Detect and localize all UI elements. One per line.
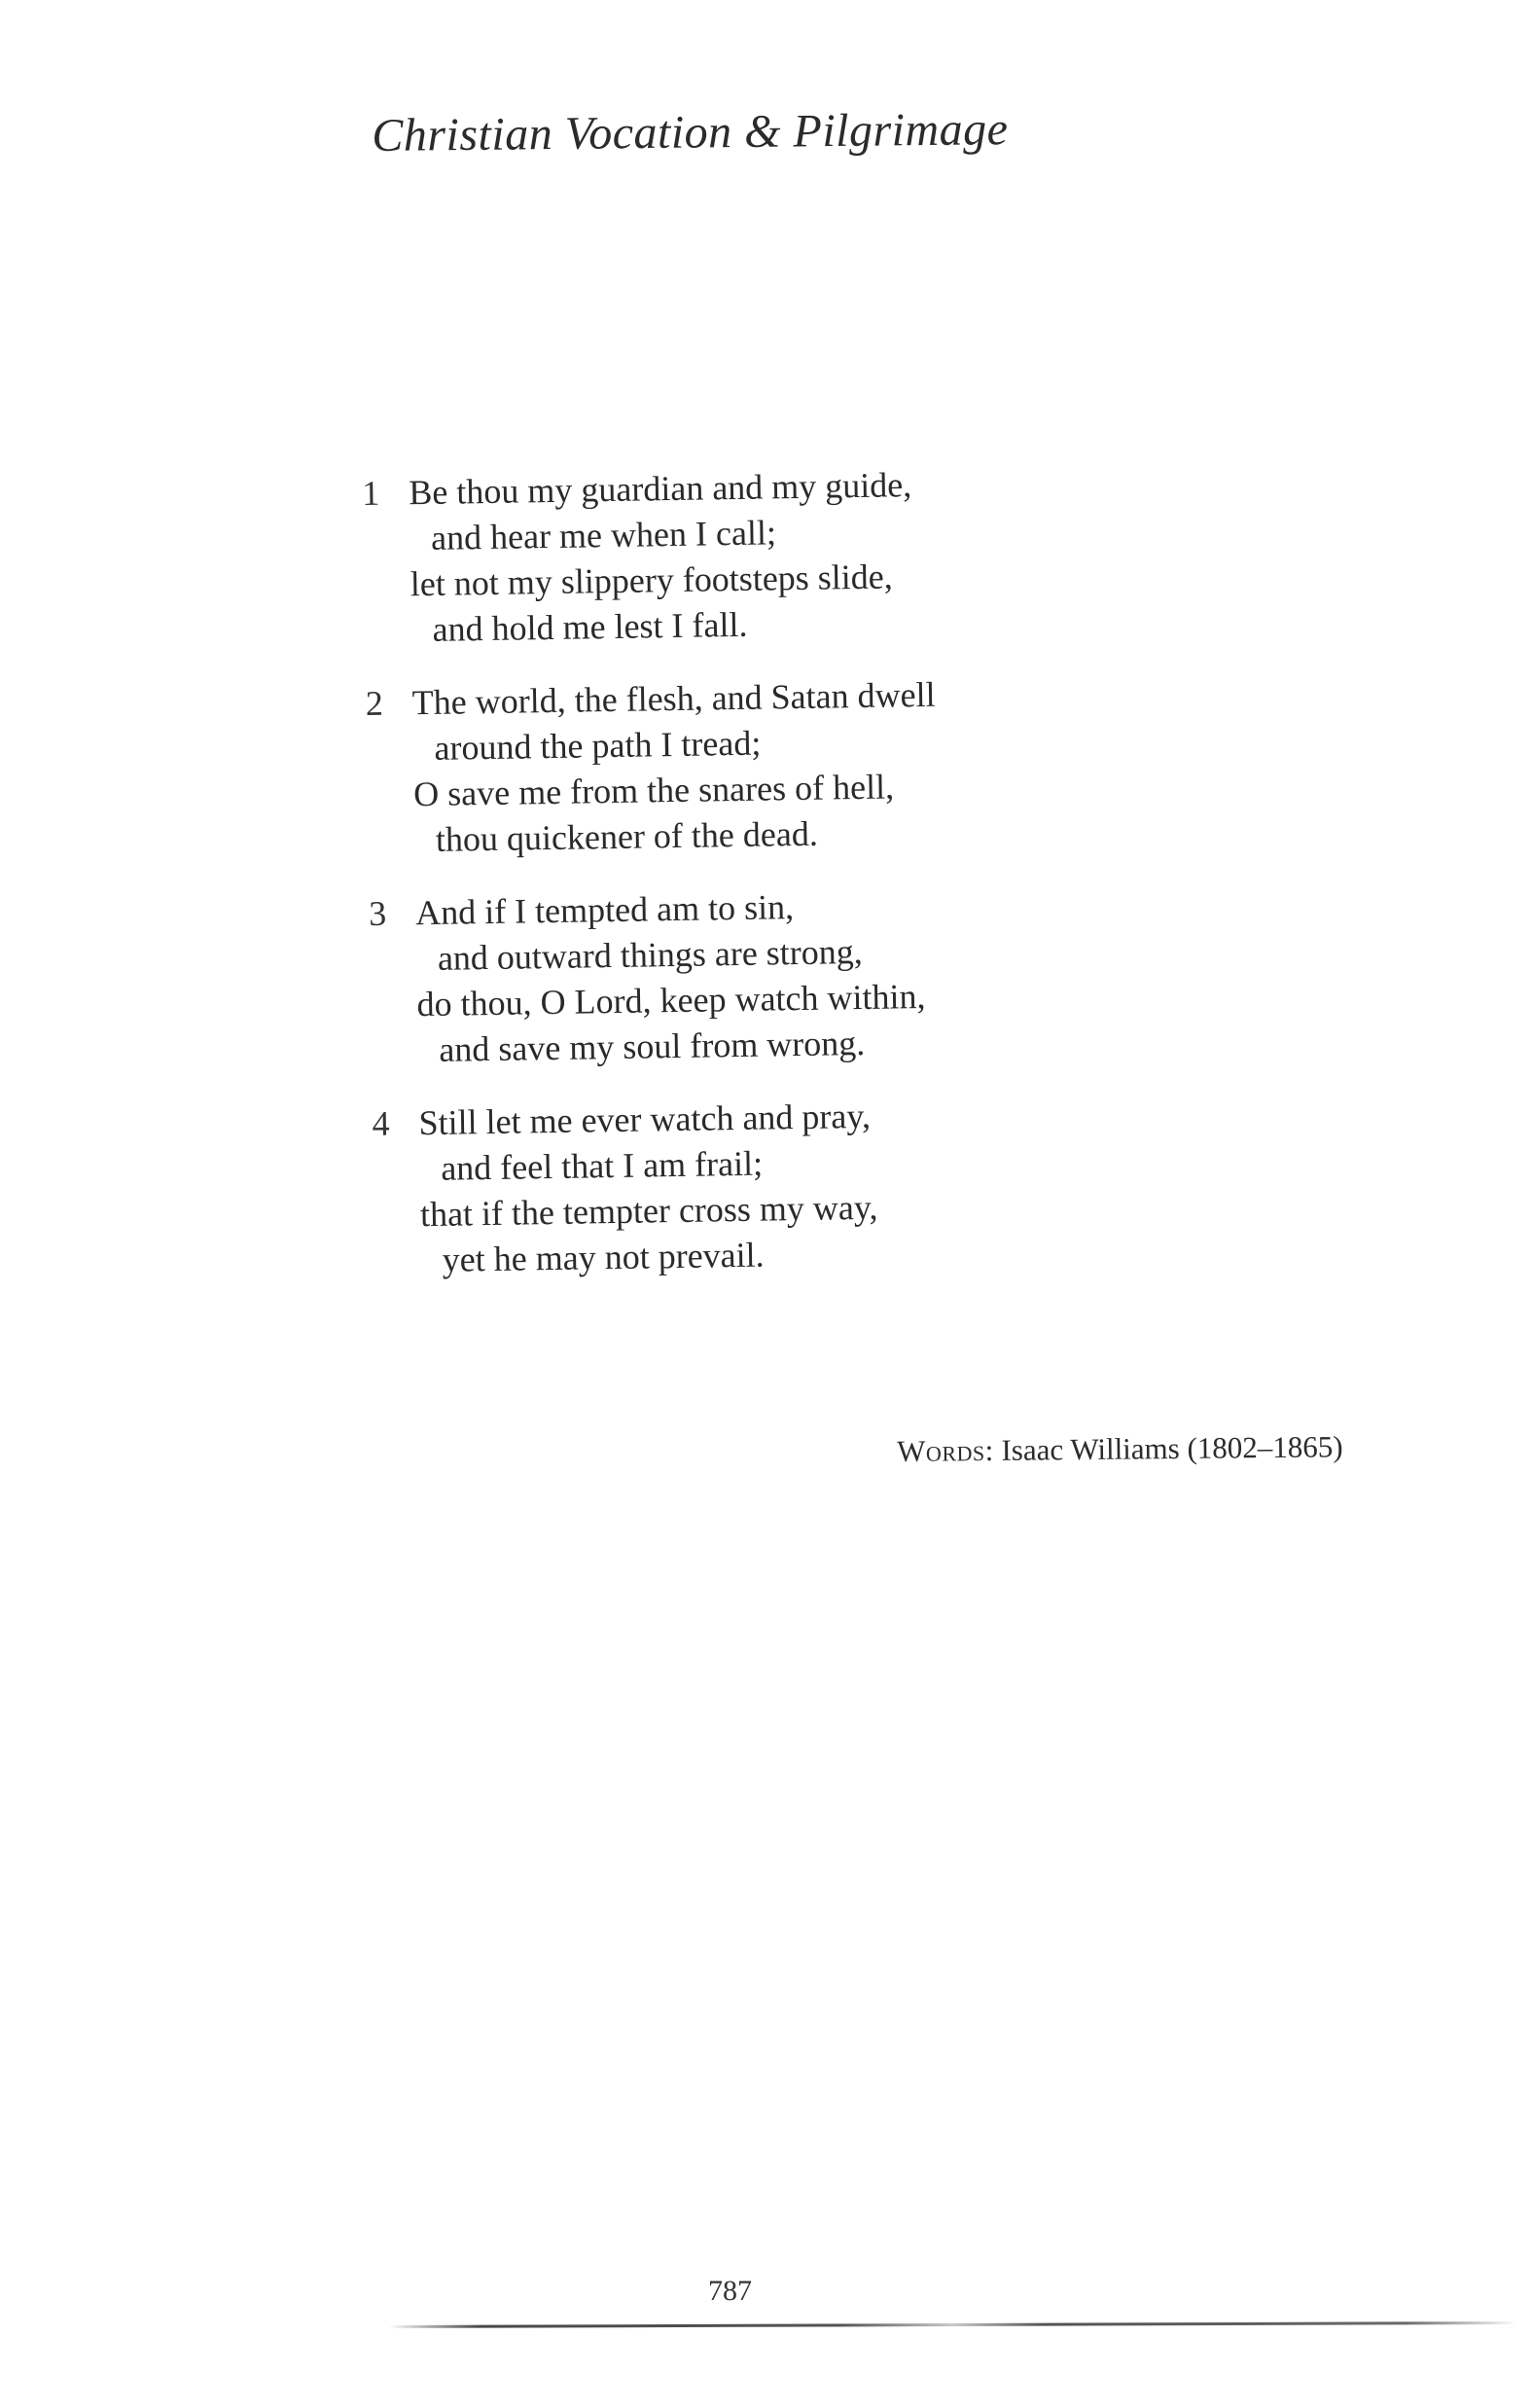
verse-line: around the path I tread;	[434, 723, 762, 768]
verse-line: O save me from the snares of hell,	[412, 767, 895, 814]
words-credit	[897, 1429, 1343, 1469]
verse-line: and feel that I am frail;	[440, 1143, 764, 1188]
credit-author: Isaac Williams (1802–1865)	[1001, 1429, 1343, 1467]
verse-3	[369, 881, 1052, 1074]
verse-lines	[411, 670, 1049, 863]
verse-4	[372, 1091, 1055, 1284]
verse-line: Be thou my guardian and my guide,	[409, 465, 912, 513]
verse-number: 2	[365, 683, 384, 723]
credit-label: Words:	[897, 1432, 994, 1468]
verse-line: thou quickener of the dead.	[435, 813, 819, 859]
verse-lines	[418, 1091, 1055, 1283]
verse-line: Still let me ever watch and pray,	[418, 1096, 872, 1143]
verse-lines	[409, 460, 1046, 653]
verse-line: do thou, O Lord, keep watch within,	[416, 976, 926, 1024]
verse-line: and hear me when I call;	[430, 513, 777, 557]
footer-rule	[389, 2321, 1517, 2328]
verse-line: and save my soul from wrong.	[439, 1023, 866, 1069]
verse-number: 4	[372, 1103, 390, 1143]
verse-number: 1	[362, 473, 380, 513]
verse-line: that if the tempter cross my way,	[419, 1187, 878, 1235]
verse-number: 3	[368, 893, 387, 933]
hymn-text	[362, 460, 1055, 1312]
verse-line: And if I tempted am to sin,	[414, 887, 795, 933]
verse-line: let not my slippery footsteps slide,	[410, 557, 894, 604]
verse-2	[365, 670, 1049, 864]
verse-line: and hold me lest I fall.	[432, 604, 748, 649]
verse-line: The world, the flesh, and Satan dwell	[411, 674, 936, 723]
page-number: 787	[708, 2275, 752, 2307]
verse-lines	[415, 881, 1052, 1073]
verse-line: and outward things are strong,	[437, 931, 864, 978]
verse-1	[362, 460, 1046, 654]
verse-line: yet he may not prevail.	[442, 1235, 765, 1279]
page-title: Christian Vocation & Pilgrimage	[372, 103, 1009, 162]
